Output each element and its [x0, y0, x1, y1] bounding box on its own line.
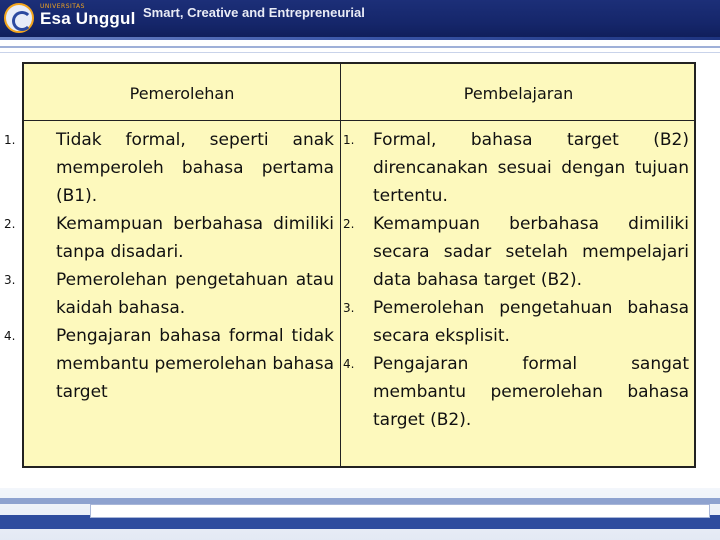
- university-logo-icon: [4, 3, 34, 33]
- list-item-text: Kemampuan berbahasa dimiliki secara sadar setelah mempelajari data bahasa target (B2).: [373, 214, 689, 290]
- list-number: 3.: [4, 273, 16, 287]
- list-number: 1.: [343, 133, 355, 147]
- list-item-text: Pengajaran bahasa formal tidak membantu pemerolehan bahasa target: [56, 326, 334, 402]
- header-divider: [0, 46, 720, 48]
- column-header-pembelajaran: Pembelajaran: [463, 84, 574, 103]
- list-item: [4, 126, 334, 210]
- brand-name: Esa Unggul: [40, 9, 136, 28]
- list-item-text: Pemerolehan pengetahuan atau kaidah bahasa.: [56, 270, 334, 318]
- list-item: [343, 126, 689, 210]
- pemerolehan-list: [4, 126, 334, 406]
- column-header-pemerolehan: Pemerolehan: [129, 84, 235, 103]
- header-divider-thin: [0, 52, 720, 53]
- header-banner: [0, 0, 720, 40]
- list-item: [4, 210, 334, 266]
- comparison-table: [4, 62, 696, 468]
- list-item-text: Tidak formal, seperti anak memperoleh bahasa pertama (B1).: [56, 130, 334, 206]
- pembelajaran-list: [343, 126, 689, 434]
- list-item-text: Kemampuan berbahasa dimiliki tanpa disadari.: [56, 214, 334, 262]
- list-number: 2.: [4, 217, 16, 231]
- list-number: 2.: [343, 217, 355, 231]
- list-item: [4, 322, 334, 406]
- tagline: Smart, Creative and Entrepreneurial: [143, 5, 365, 20]
- brand-label-small: UNIVERSITAS: [40, 3, 85, 10]
- header-row-divider: [24, 120, 694, 121]
- list-number: 1.: [4, 133, 16, 147]
- list-item: [4, 266, 334, 322]
- list-item-text: Pengajaran formal sangat membantu pemerolehan bahasa target (B2).: [373, 354, 689, 430]
- list-item: [343, 350, 689, 434]
- list-item-text: Pemerolehan pengetahuan bahasa secara eksplisit.: [373, 298, 689, 346]
- list-item: [343, 210, 689, 294]
- footer-panel: [90, 504, 710, 518]
- list-item-text: Formal, bahasa target (B2) direncanakan sesuai dengan tujuan tertentu.: [373, 130, 689, 206]
- list-number: 4.: [343, 357, 355, 371]
- list-number: 4.: [4, 329, 16, 343]
- list-number: 3.: [343, 301, 355, 315]
- list-item: [343, 294, 689, 350]
- column-divider: [340, 64, 341, 466]
